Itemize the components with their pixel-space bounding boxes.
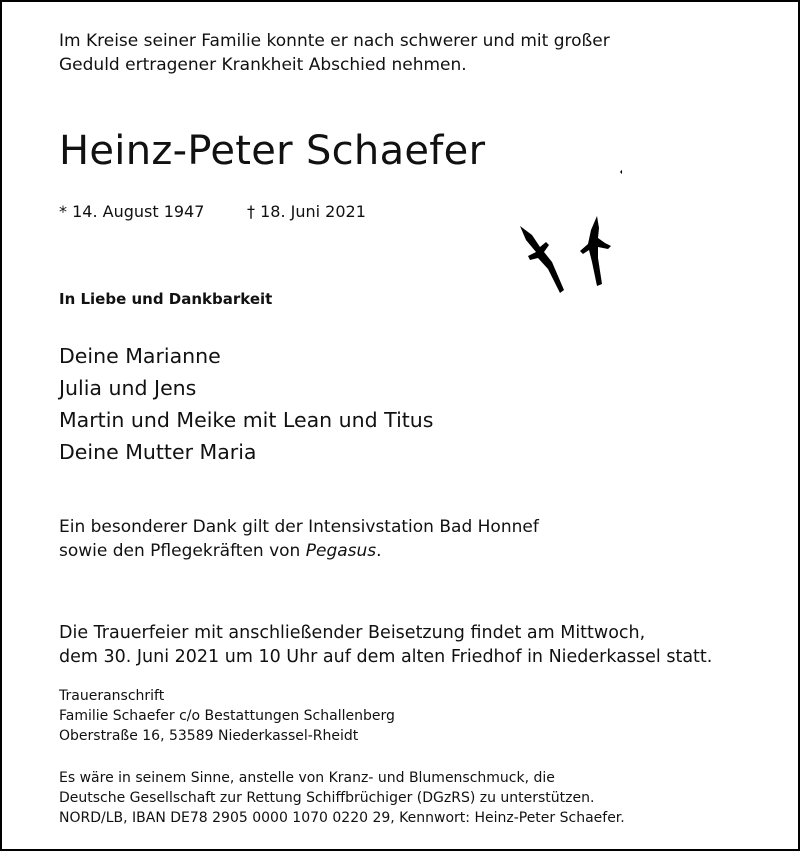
family-member: Martin und Meike mit Lean und Titus (59, 408, 434, 432)
service-announcement (59, 621, 712, 669)
thanks-text (59, 515, 539, 563)
family-member: Deine Mutter Maria (59, 440, 257, 464)
bird-icon (580, 216, 611, 286)
intro-text (59, 29, 610, 77)
donation-line: Deutsche Gesellschaft zur Rettung Schiffbrüchiger (DGzRS) zu unterstützen. (59, 790, 595, 806)
birth-date: * 14. August 1947 (59, 202, 205, 221)
intro-line: Im Kreise seiner Familie konnte er nach schwerer und mit großer (59, 31, 610, 51)
address-line: Oberstraße 16, 53589 Niederkassel-Rheidt (59, 728, 359, 744)
intro-line: Geduld ertragener Krankheit Abschied nehmen. (59, 55, 467, 75)
service-line: dem 30. Juni 2021 um 10 Uhr auf dem alten Friedhof in Niederkassel statt. (59, 647, 713, 667)
address-line: Traueranschrift (59, 688, 165, 704)
family-member: Deine Marianne (59, 344, 221, 368)
bird-icon (620, 138, 622, 206)
thanks-line (59, 539, 539, 563)
deceased-name: Heinz-Peter Schaefer (59, 128, 486, 174)
flying-birds-icon (512, 130, 622, 300)
family-list (59, 340, 433, 468)
thanks-suffix: . (376, 541, 382, 561)
donation-line: NORD/LB, IBAN DE78 2905 0000 1070 0220 29, Kennwort: Heinz-Peter Schaefer. (59, 810, 625, 826)
address-line: Familie Schaefer c/o Bestattungen Schallenberg (59, 708, 395, 724)
death-date: † 18. Juni 2021 (247, 202, 366, 221)
donation-note (59, 768, 625, 828)
dedication-heading: In Liebe und Dankbarkeit (59, 290, 273, 308)
thanks-line: Ein besonderer Dank gilt der Intensivstation Bad Honnef (59, 517, 539, 537)
thanks-organization: Pegasus (305, 541, 377, 561)
family-member: Julia und Jens (59, 376, 197, 400)
donation-line: Es wäre in seinem Sinne, anstelle von Kranz- und Blumenschmuck, die (59, 770, 555, 786)
service-line: Die Trauerfeier mit anschließender Beisetzung findet am Mittwoch, (59, 623, 646, 643)
bird-icon (520, 226, 564, 293)
thanks-prefix: sowie den Pflegekräften von (59, 541, 306, 561)
mourning-address (59, 686, 395, 746)
